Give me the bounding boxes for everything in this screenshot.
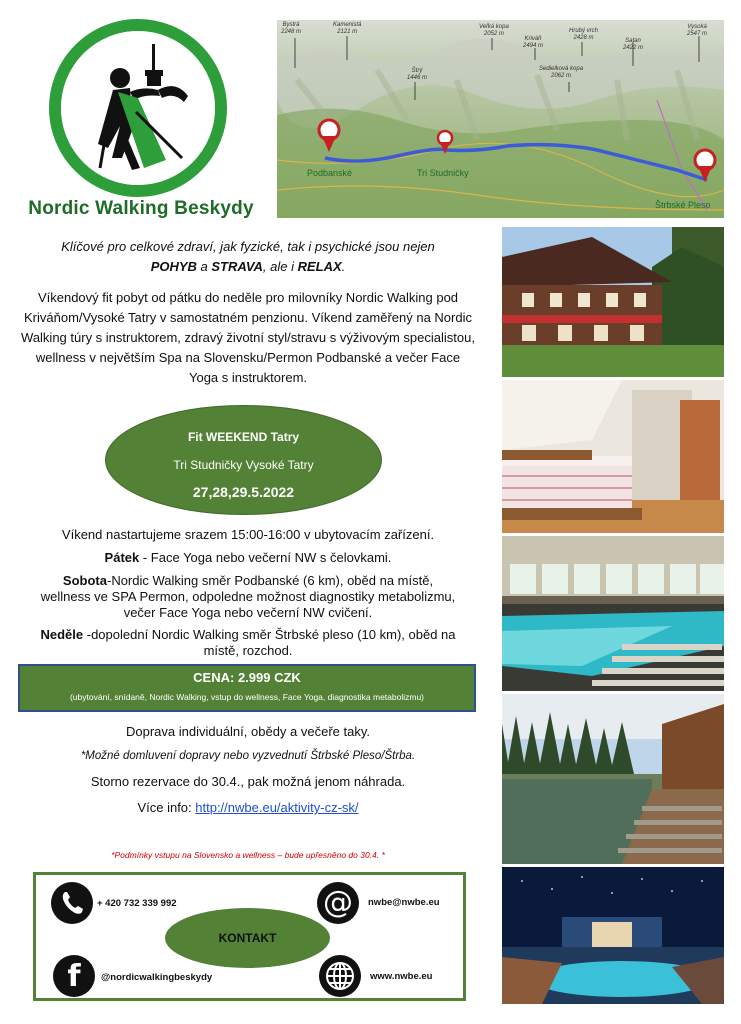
photo-bedroom (502, 380, 724, 533)
map-peak-label: Veľká kopa 2052 m (479, 24, 509, 37)
conditions-note: *Podmínky vstupu na Slovensko a wellness – bude upřesněno do 30.4. * (111, 850, 385, 860)
event-place: Tri Studničky Vysoké Tatry (173, 458, 314, 472)
phone-icon (51, 882, 93, 924)
route-map (277, 20, 724, 218)
intro-line-1: Klíčové pro celkové zdraví, jak fyzické, tak i psychické jsou nejen (61, 239, 435, 254)
schedule-friday: Pátek - Face Yoga nebo večerní NW s čelovkami. (104, 550, 392, 565)
storno-text: Storno rezervace do 30.4., pak možná jenom náhrada. (90, 774, 406, 789)
price-title: CENA: 2.999 CZK (193, 670, 301, 685)
transport-text: Doprava individuální, obědy a večeře taky. (125, 724, 370, 739)
intro-text (0, 237, 496, 277)
logo-title: Nordic Walking Beskydy (28, 198, 254, 219)
schedule-start: Víkend nastartujeme srazem 15:00-16:00 v ubytovacím zařízení. (61, 527, 435, 542)
transport-note: *Možné domluvení dopravy nebo vyzvednutí Štrbské Pleso/Štrba. (80, 750, 416, 762)
at-icon: @ (317, 882, 359, 924)
map-place-podbanske: Podbanské (307, 168, 353, 178)
event-title: Fit WEEKEND Tatry (187, 430, 300, 444)
photo-chalet (502, 227, 724, 377)
contact-phone[interactable]: + 420 732 339 992 (97, 898, 177, 909)
map-place-tri-studnicky: Tri Studničky (417, 168, 469, 178)
contact-email[interactable]: nwbe@nwbe.eu (368, 897, 440, 908)
logo (48, 18, 228, 198)
map-place-strbske-pleso: Štrbské Pleso (655, 200, 711, 210)
map-peak-label: Hrubý vrch 2428 m (569, 28, 599, 41)
map-peak-label: Satan 2422 m (623, 38, 644, 51)
map-peak-label: Štrý 1446 m (407, 68, 428, 81)
photo-spa-cave (502, 867, 724, 1004)
schedule-saturday: Sobota-Nordic Walking směr Podbanské (6 km), oběd na místě, wellness ve SPA Permon, odpoledne možnost diagnostiky metabolizmu, večer Face Yoga nebo večerní NW cvičení. (40, 573, 456, 620)
contact-web[interactable]: www.nwbe.eu (370, 971, 433, 982)
more-info: Více info: http://nwbe.eu/aktivity-cz-sk/ (137, 800, 359, 815)
photo-pool (502, 536, 724, 691)
map-peak-label: Vysoká 2547 m (687, 24, 708, 37)
price-includes: (ubytování, snídaně, Nordic Walking, vstup do wellness, Face Yoga, diagnostika metabolizmu) (69, 692, 425, 702)
event-dates: 27,28,29.5.2022 (192, 484, 295, 500)
contact-facebook[interactable]: @nordicwalkingbeskydy (101, 972, 213, 983)
schedule-sunday: Neděle -dopolední Nordic Walking směr Štrbské pleso (10 km), oběd na místě, rozchod. (40, 627, 456, 658)
intro-line-2: POHYB a STRAVA, ale i RELAX. (150, 259, 346, 274)
price-box (18, 664, 476, 712)
contact-badge: KONTAKT (165, 908, 330, 968)
photo-lake (502, 694, 724, 864)
facebook-icon: f (53, 955, 95, 997)
map-peak-label: Kriváň 2494 m (523, 36, 544, 49)
nordic-walker-logo-icon (48, 18, 228, 198)
more-info-link[interactable]: http://nwbe.eu/aktivity-cz-sk/ (195, 800, 359, 815)
map-peak-label: Bystrá 2248 m (281, 22, 302, 35)
event-badge (105, 405, 382, 515)
map-peak-label: Sedielková kopa 2062 m (539, 66, 584, 79)
description: Víkendový fit pobyt od pátku do neděle pro milovníky Nordic Walking pod Kriváňom/Vysoké Tatry v samostatném penzionu. Víkend zaměřený na Nordic Walking túry s instruktorem, zdravý životní styl/stravu s výživovým specialistou, wellness v největším Spa na Slovensku/Permon Podbanské a večer Face Yoga s instruktorem. (21, 290, 475, 385)
map-peak-label: Kamenistá 2121 m (333, 22, 362, 35)
globe-icon (319, 955, 361, 997)
